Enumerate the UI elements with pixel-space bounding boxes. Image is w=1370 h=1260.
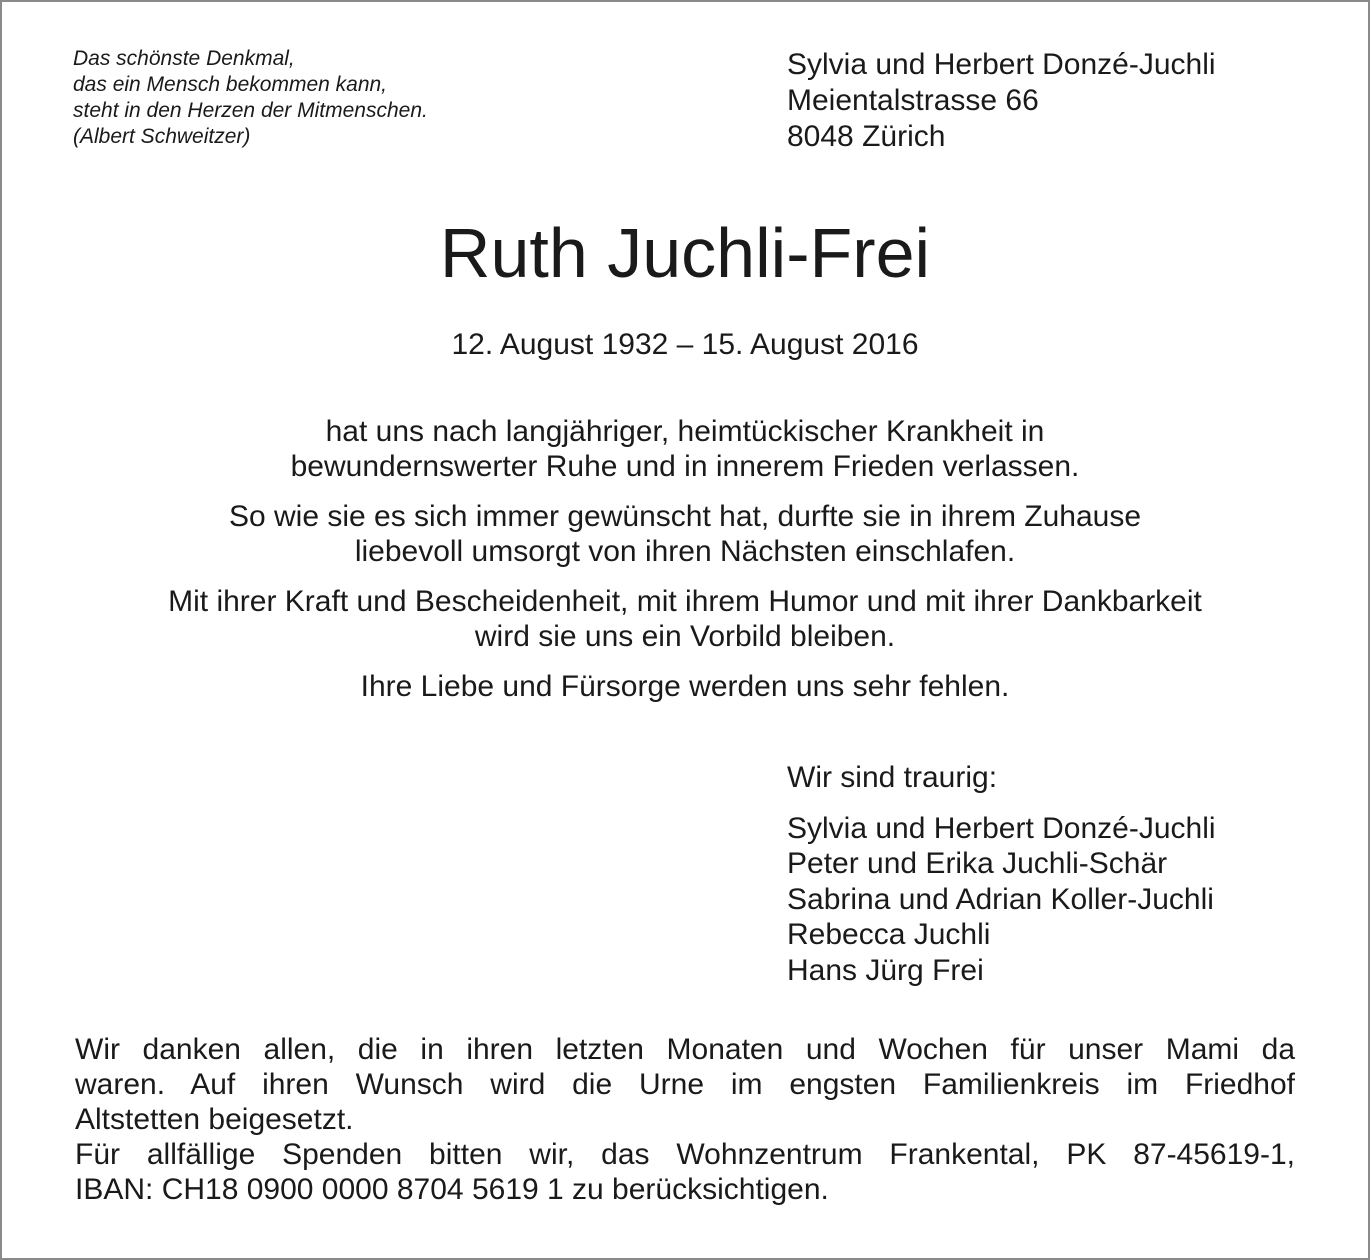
message-line: So wie sie es sich immer gewünscht hat, durfte sie in ihrem Zuhause xyxy=(228,500,1142,533)
message-line: hat uns nach langjähriger, heimtückischer Krankheit in xyxy=(325,415,1045,448)
contact-address xyxy=(787,47,1216,155)
address-city: 8048 Zürich xyxy=(787,120,946,153)
quote-line: steht in den Herzen der Mitmenschen. xyxy=(73,99,428,122)
deceased-name: Ruth Juchli-Frei xyxy=(439,214,931,292)
message-paragraph xyxy=(0,584,1370,654)
mourner-name: Rebecca Juchli xyxy=(787,918,991,951)
mourner-name: Hans Jürg Frei xyxy=(787,953,984,987)
quote-line: das ein Mensch bekommen kann, xyxy=(73,73,388,96)
message-line: Mit ihrer Kraft und Bescheidenheit, mit ihrem Humor und mit ihrer Dankbarkeit xyxy=(168,585,1202,618)
quote-author: (Albert Schweitzer) xyxy=(73,125,251,148)
thanks-line: Altstetten beigesetzt. xyxy=(75,1103,354,1136)
message-line: bewundernswerter Ruhe und in innerem Frieden verlassen. xyxy=(290,450,1080,483)
epigraph-quote xyxy=(73,46,428,150)
address-street: Meientalstrasse 66 xyxy=(787,84,1039,117)
donation-line: Für allfällige Spenden bitten wir, das Wohnzentrum Frankental, PK 87-45619-1, xyxy=(75,1138,1295,1171)
message-line: liebevoll umsorgt von ihren Nächsten einschlafen. xyxy=(354,535,1016,568)
message-line: wird sie uns ein Vorbild bleiben. xyxy=(474,620,896,653)
mourner-name: Sylvia und Herbert Donzé-Juchli xyxy=(787,811,1216,845)
quote-line: Das schönste Denkmal, xyxy=(73,47,295,70)
mourner-name: Sabrina und Adrian Koller-Juchli xyxy=(787,882,1214,916)
message-paragraph xyxy=(0,414,1370,484)
life-dates: 12. August 1932 – 15. August 2016 xyxy=(451,328,919,361)
thanks-paragraph xyxy=(75,1032,1295,1207)
message-paragraph xyxy=(0,499,1370,569)
message-paragraph xyxy=(0,669,1370,704)
thanks-line: Wir danken allen, die in ihren letzten Monaten und Wochen für unser Mami da xyxy=(75,1033,1295,1066)
address-name: Sylvia und Herbert Donzé-Juchli xyxy=(787,48,1216,81)
mourners-heading: Wir sind traurig: xyxy=(787,761,998,794)
iban-line: IBAN: CH18 0900 0000 8704 5619 1 zu berücksichtigen. xyxy=(75,1173,829,1206)
mourner-name: Peter und Erika Juchli-Schär xyxy=(787,847,1168,880)
message-line: Ihre Liebe und Fürsorge werden uns sehr fehlen. xyxy=(360,670,1010,703)
mourners-list xyxy=(787,760,1216,988)
obituary-message xyxy=(0,414,1370,719)
thanks-line: waren. Auf ihren Wunsch wird die Urne im engsten Familienkreis im Friedhof xyxy=(75,1068,1295,1101)
